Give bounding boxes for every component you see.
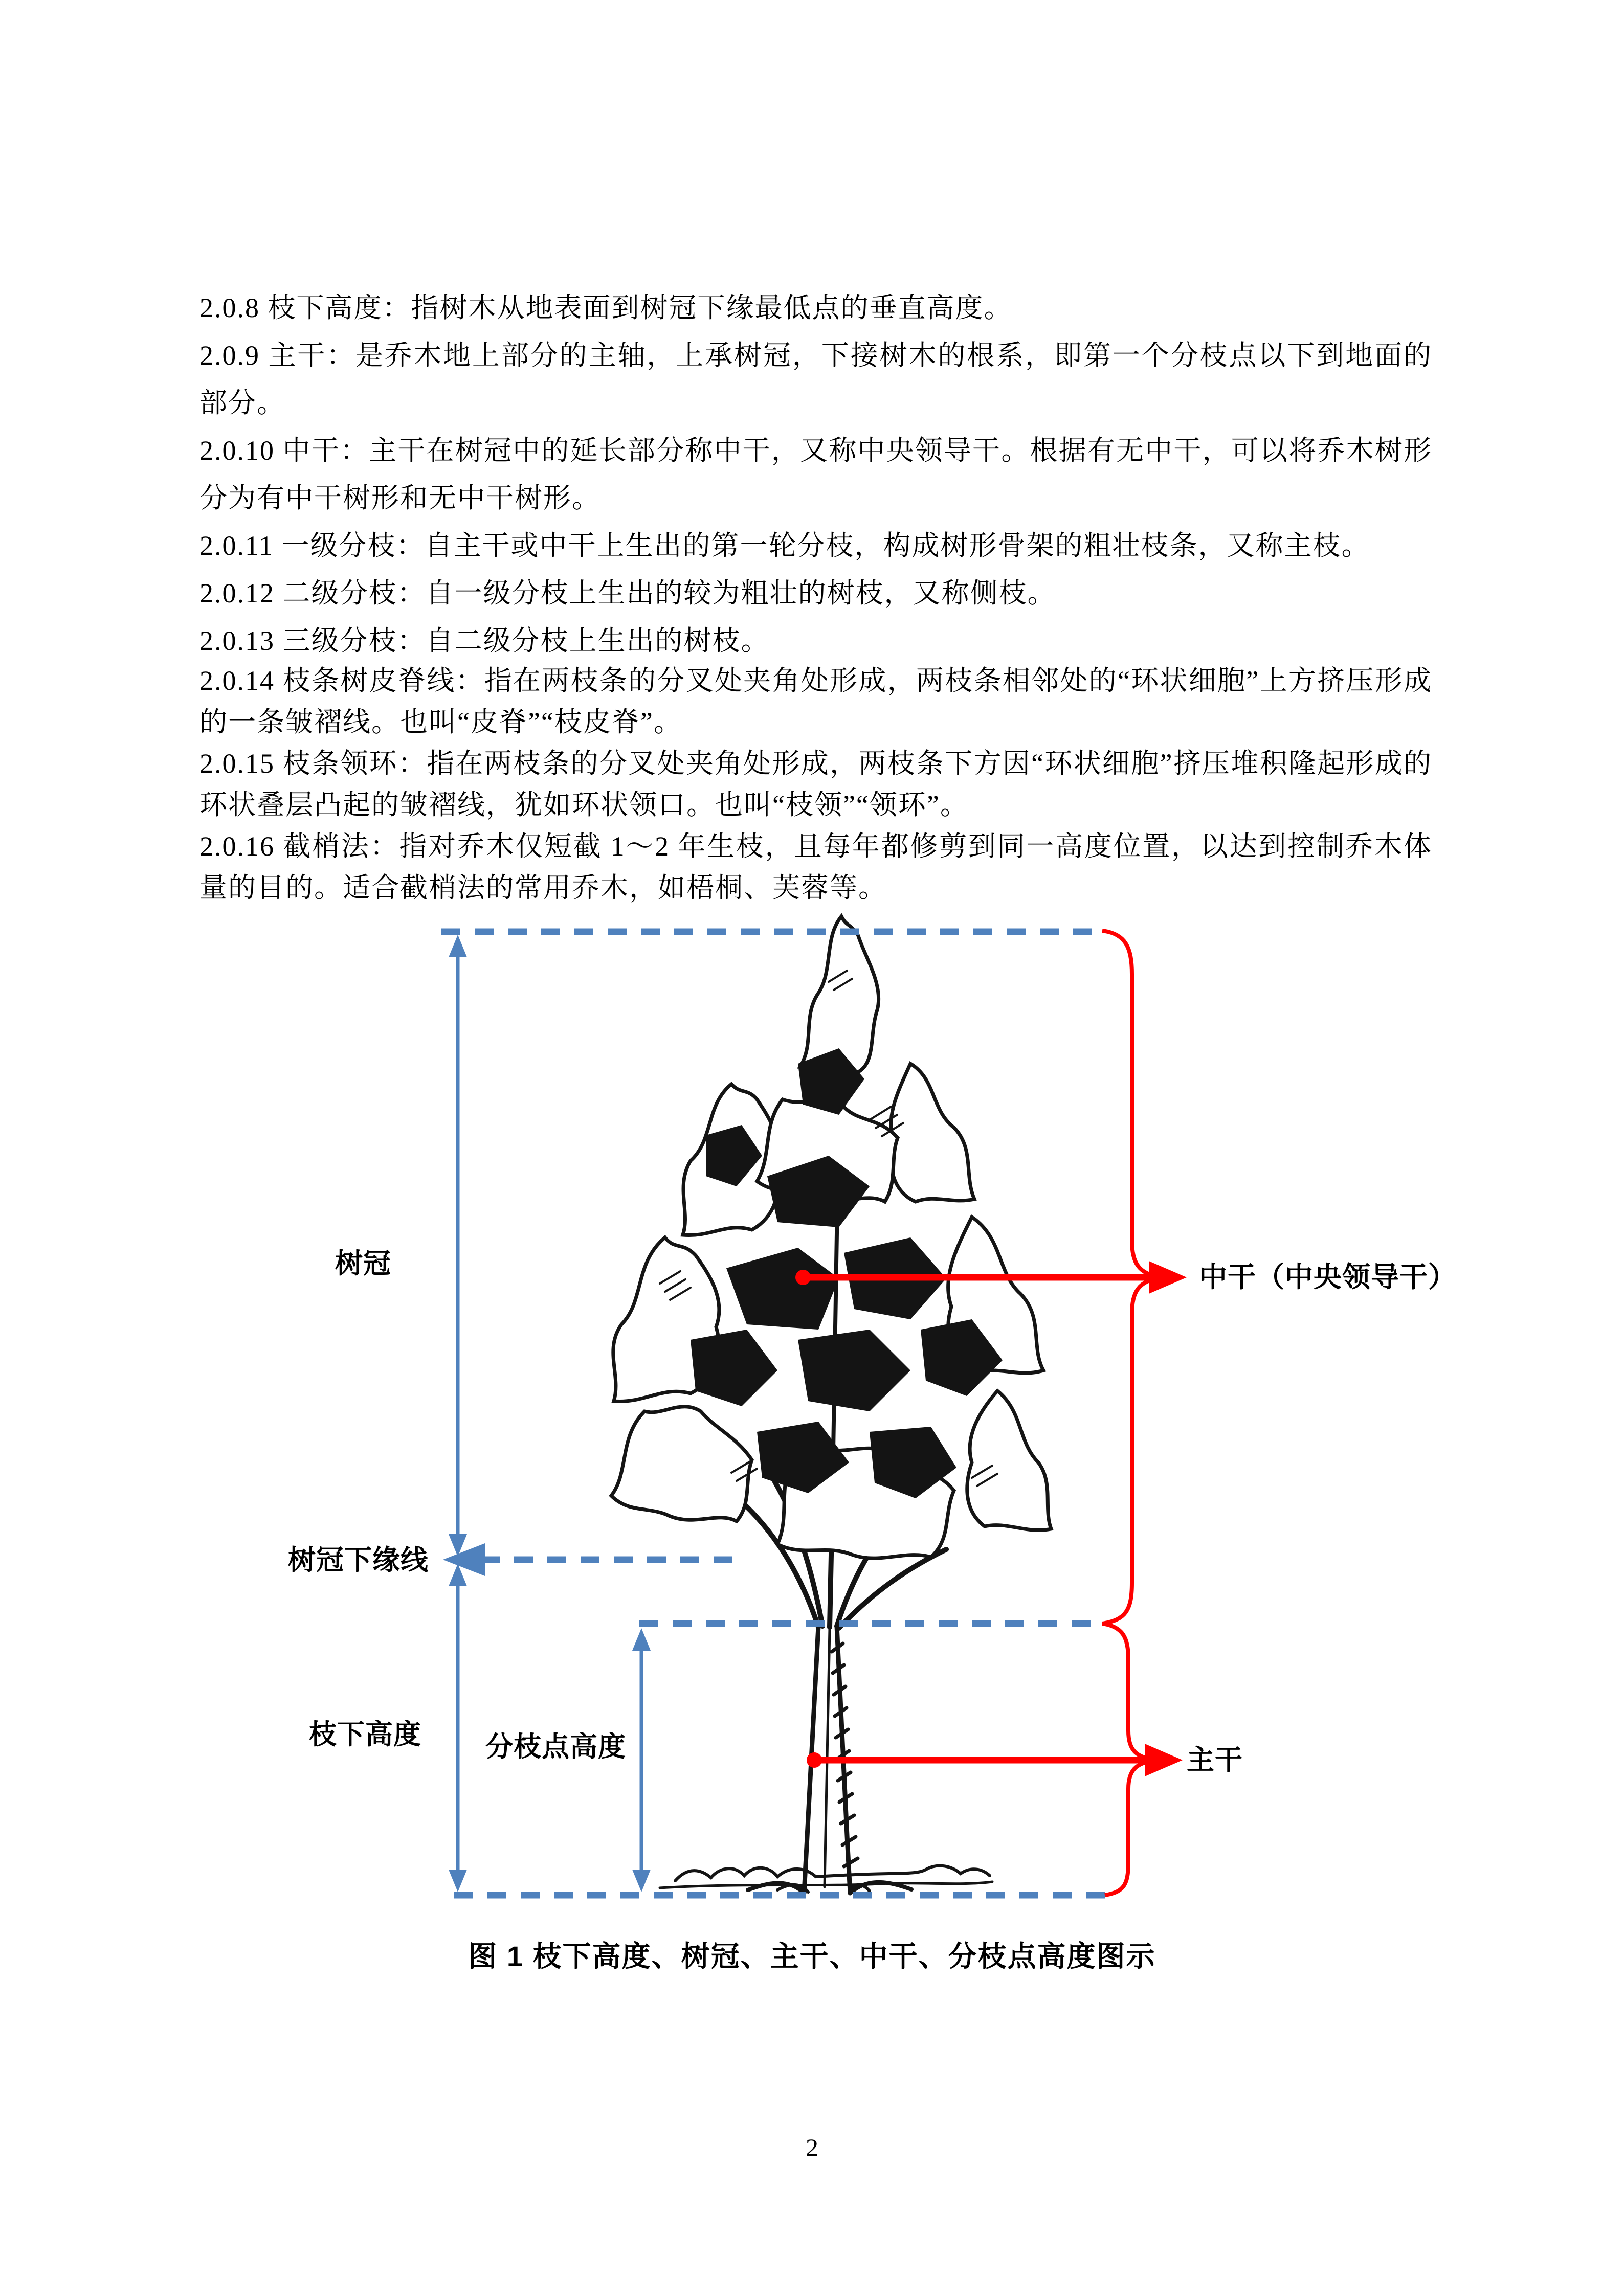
body-line: 2.0.15 枝条领环：指在两枝条的分叉处夹角处形成，两枝条下方因“环状细胞”挤压堆积隆起形成的 [199, 748, 1432, 779]
crown-height-measure-line [449, 935, 467, 1557]
right-arrowhead-icon [1145, 1744, 1183, 1776]
body-line: 环状叠层凸起的皱褶线，犹如环状领口。也叫“枝领”“领环”。 [199, 790, 969, 820]
body-line: 量的目的。适合截梢法的常用乔木，如梧桐、芙蓉等。 [199, 872, 887, 903]
figure-caption: 图 1 枝下高度、树冠、主干、中干、分枝点高度图示 [468, 1940, 1156, 1972]
body-line: 2.0.14 枝条树皮脊线：指在两枝条的分叉处夹角处形成，两枝条相邻处的“环状细胞”上方挤压形成 [199, 665, 1432, 696]
terminology-text-block-1 [199, 284, 1432, 665]
trunk-label: 主干 [1187, 1745, 1243, 1775]
body-line: 2.0.9 主干：是乔木地上部分的主轴，上承树冠，下接树木的根系，即第一个分枝点以下到地面的 [199, 340, 1432, 371]
body-line: 部分。 [199, 388, 285, 418]
body-line: 分为有中干树形和无中干树形。 [199, 483, 600, 513]
body-line: 2.0.13 三级分枝：自二级分枝上生出的树枝。 [199, 625, 770, 656]
body-line: 2.0.12 二级分枝：自一级分枝上生出的较为粗壮的树枝，又称侧枝。 [199, 578, 1056, 609]
body-line: 的一条皱褶线。也叫“皮脊”“枝皮脊”。 [199, 707, 682, 737]
terminology-text-block-2 [199, 660, 1432, 909]
trunk-arrow [807, 1744, 1183, 1776]
page-number: 2 [806, 2133, 818, 2162]
tree-diagram [153, 890, 1534, 1938]
crown-label: 树冠 [335, 1248, 391, 1279]
tree-sketch-illustration [611, 916, 1051, 1893]
central-leader-label: 中干（中央领导干） [1199, 1261, 1457, 1293]
under-branch-height-measure-line [449, 1564, 467, 1892]
grass-line [675, 1866, 990, 1881]
right-arrowhead-icon [1149, 1261, 1187, 1294]
branch-point-height-label: 分枝点高度 [485, 1731, 626, 1762]
under-branch-height-label: 枝下高度 [309, 1719, 421, 1750]
body-line: 2.0.16 截梢法：指对乔木仅短截 1～2 年生枝，且每年都修剪到同一高度位置，以达到控制乔木体 [199, 831, 1432, 862]
body-line: 2.0.10 中干：主干在树冠中的延长部分称中干，又称中央领导干。根据有无中干，可以将乔木树形 [199, 435, 1432, 466]
left-arrowhead-icon [443, 1543, 485, 1576]
body-line: 2.0.8 枝下高度：指树木从地表面到树冠下缘最低点的垂直高度。 [199, 292, 1013, 323]
branch-point-height-measure-line [632, 1628, 651, 1892]
crown-lower-edge-label: 树冠下缘线 [288, 1545, 429, 1575]
body-line: 2.0.11 一级分枝：自主干或中干上生出的第一轮分枝，构成树形骨架的粗壮枝条，又称主枝。 [199, 530, 1370, 561]
